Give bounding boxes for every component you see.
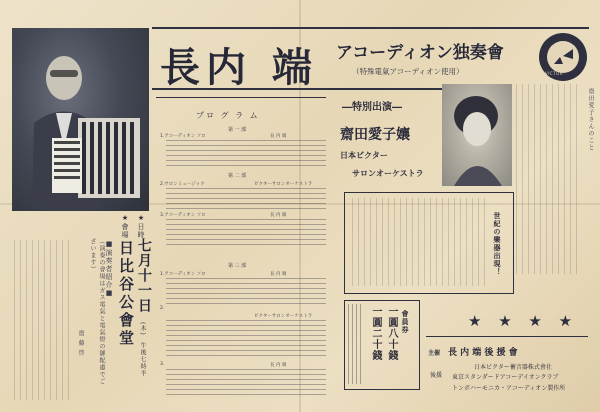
support-line-3: トンボハーモニカ・アコーディオン製作所 [452, 385, 566, 392]
title-top-rule [152, 27, 589, 29]
program-performer-4: 長 内 端 [270, 272, 287, 277]
part3-heading: 第 三 部 [228, 263, 247, 269]
part1-heading: 第 一 部 [228, 127, 247, 133]
event-time: 午後七時半 [139, 342, 146, 377]
special-orchestra: サロンオーケストラ [352, 168, 424, 178]
program-performer-3: 長 内 端 [270, 213, 287, 218]
program-list-2 [166, 188, 326, 210]
program-item-3: 3.アコーディオン ソロ [160, 213, 206, 218]
program-performer-6: 長 内 端 [270, 363, 287, 368]
special-guest-name: 齋田愛子孃 [340, 127, 410, 143]
left-edge-note: （演奏の會場はガス電氣と電氣燈の御配慮でございます） [89, 238, 105, 385]
organizer-label: 主催 [428, 350, 441, 357]
organizer-name: 長 内 端 後 援 會 [448, 348, 518, 358]
support-line-1: 日本ビクター蓄音器株式會社 [474, 364, 552, 371]
ticket-label: 會員券 [401, 310, 410, 334]
venue-label: ★會場 [121, 214, 129, 239]
left-body-text [14, 240, 74, 400]
venue-name: 日比谷公會堂 [117, 240, 135, 348]
left-footer-name: 齋 藤 啓 [77, 330, 84, 357]
gramophone-dog-icon [551, 46, 575, 68]
special-heading: ―特別出演― [342, 102, 402, 113]
support-label: 後援 [430, 372, 443, 379]
program-list-6 [166, 369, 326, 399]
guest-singer-photo [442, 84, 512, 186]
title-main: 長内 端 [160, 44, 318, 91]
ticket-price-1: 一圓八十錢 [386, 306, 397, 361]
program-performer-1: 長 内 端 [270, 134, 287, 139]
organizer-line [428, 345, 518, 358]
performer-intro-label: ■演奏者紹介■ [105, 240, 113, 298]
logo-text: VICTOR [545, 71, 564, 76]
part2-heading: 第 二 部 [228, 173, 247, 179]
program-list-3 [166, 219, 326, 247]
event-date: 七月十一日 [136, 238, 152, 313]
accordion-player-photo [12, 28, 149, 211]
date-label: ★日時 [137, 214, 145, 239]
program-item-2: 2.サロンミュージック [160, 182, 205, 187]
right-body-text [516, 84, 582, 274]
program-heading: プロ グ ラ ム [196, 111, 260, 120]
feature-box-text [352, 198, 486, 286]
title-sub: アコーディオン独奏會 [336, 43, 504, 63]
decorative-stars: ★ ★ ★ ★ [468, 312, 579, 330]
program-list-4 [166, 278, 326, 304]
special-label: 日本ビクター [340, 150, 388, 160]
event-weekday: (木) [139, 322, 146, 336]
program-performer-2: ビクターサロンオーケストラ [254, 182, 313, 187]
title-note: （特殊電氣アコーディオン使用） [352, 67, 464, 76]
program-list-5 [166, 320, 326, 360]
support-line-2: 東京スタンダードアコーデイオンクラブ [452, 374, 559, 381]
program-item-6: 3. [160, 362, 165, 367]
sponsor-rule [426, 336, 588, 337]
right-edge-text: 齋田愛子さんのこと [587, 88, 594, 151]
program-list-1 [166, 140, 326, 170]
program-rule-top [156, 97, 326, 98]
program-item-4: 1.アコーディオン ソロ [160, 272, 206, 277]
date-venue-block [116, 214, 152, 404]
ticket-stripe [348, 304, 362, 384]
ticket-price-2: 一圓二十錢 [370, 306, 381, 361]
feature-box-title: 世紀の樂器出現！ [493, 212, 502, 276]
victor-logo [539, 33, 587, 81]
program-item-1: 1.アコーディオン ソロ [160, 134, 206, 139]
program-performer-5: ビクターサロンオーケストラ [254, 314, 313, 319]
program-item-5: 2. [160, 306, 165, 311]
